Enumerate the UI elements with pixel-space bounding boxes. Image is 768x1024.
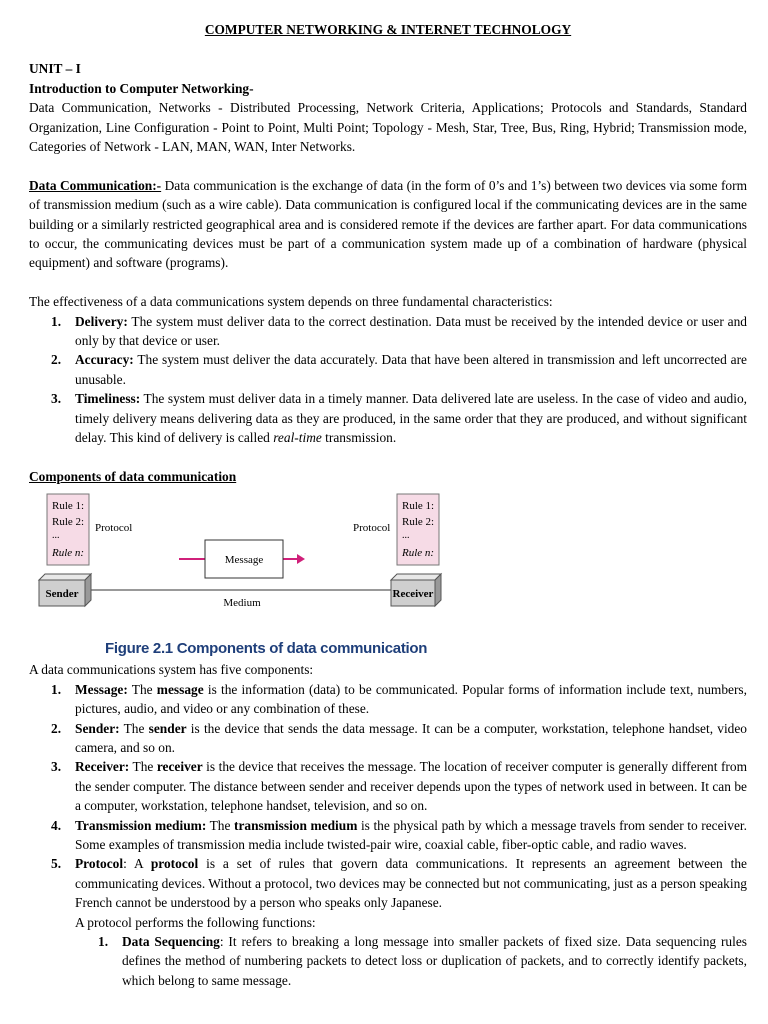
intro-text: Data Communication, Networks - Distributed Processing, Network Criteria, Applications; Protocols and Standards, Standard Organization, Line Configuration - Point to Point, Multi Point; Topology - Mesh, Star, Tree, Bus, Ring, Hybrid; Transmission mode, Categories of Network - LAN, MAN, WAN, Inter Networks.: [29, 100, 747, 155]
receiver-rule-dots: ...: [402, 530, 410, 542]
data-communication-text: Data communication is the exchange of data (in the form of 0’s and 1’s) between two devices via some form of transmission medium (such as a wire cable). Data communication is configured local if the communicating devices are in the same building or a similarly restricted geographical area and is considered remote if the devices are farther apart. For data communications to occur, the communicating devices must be part of a communication system made up of a combination of hardware (physical equipment) and software (programs).: [29, 177, 747, 271]
receiver-label: Receiver: [392, 588, 434, 601]
sender-rule-n: Rule n:: [52, 547, 85, 560]
effectiveness-intro: The effectiveness of a data communications system depends on three fundamental characteristics:: [29, 294, 553, 310]
protocol-functions-intro: A protocol performs the following functions:: [75, 914, 316, 930]
receiver-rule-n: Rule n:: [402, 547, 435, 560]
components-list: [29, 680, 747, 913]
sender-label: Sender: [45, 588, 79, 601]
list-item: 3. Receiver: The receiver is the device that receives the message. The location of receiver computer is generally different from the sender computer. The distance between sender and receiver depends upon the types of network used in between. It can be a computer, workstation, telephone handset, television, and so on.: [51, 759, 747, 814]
list-item: 1. Delivery: The system must deliver data to the correct destination. Data must be received by the intended device or user and only by that device or user.: [51, 313, 747, 349]
message-arrowhead: [297, 554, 305, 564]
list-item: 5. Protocol: A protocol is a set of rules that govern data communications. It represents an agreement between the communicating devices. Without a protocol, two devices may be connected but not communicating, just as a person speaking French cannot be understood by a person who speaks only Japanese.: [51, 856, 747, 911]
list-item: 2. Accuracy: The system must deliver the data accurately. Data that have been altered in transmission and left uncorrected are unusable.: [51, 352, 747, 387]
sender-rule-2: Rule 2:: [52, 516, 85, 529]
list-item: 2. Sender: The sender is the device that sends the data message. It can be a computer, workstation, telephone handset, video camera, and so on.: [51, 720, 748, 755]
sender-rule-1: Rule 1:: [52, 500, 85, 513]
components-heading: Components of data communication: [29, 468, 237, 484]
components-diagram: [29, 490, 449, 640]
components-intro: A data communications system has five components:: [29, 662, 314, 678]
list-item: 1. Message: The message is the information (data) to be communicated. Popular forms of information include text, numbers, pictures, audio, and video or any combination of these.: [51, 681, 747, 717]
intro-heading: Introduction to Computer Networking-: [29, 80, 254, 96]
data-communication-heading: Data Communication:-: [29, 177, 162, 193]
list-item: 4. Transmission medium: The transmission medium is the physical path by which a message travels from sender to receiver. Some examples of transmission media include twisted-pair wire, coaxial cable, fiber-optic cable, and radio waves.: [51, 817, 747, 852]
receiver-rule-2: Rule 2:: [402, 516, 435, 529]
receiver-rule-1: Rule 1:: [402, 500, 435, 513]
figure-caption: Figure 2.1 Components of data communication: [105, 640, 428, 658]
list-item: 1. Data Sequencing: It refers to breaking a long message into smaller packets of fixed size. Data sequencing rules defines the method of numbering packets to detect loss or duplication of packets, and to correctly identify packets, which belong to same message.: [98, 933, 747, 988]
components-figure: [29, 490, 449, 640]
unit-heading: UNIT – I: [29, 61, 81, 77]
effectiveness-list: [29, 312, 747, 448]
protocol-functions-list: [29, 932, 747, 990]
sender-rule-dots: ...: [52, 530, 60, 542]
document-title: COMPUTER NETWORKING & INTERNET TECHNOLOGY: [204, 22, 572, 37]
medium-label: Medium: [223, 597, 261, 610]
receiver-protocol-label: Protocol: [353, 522, 391, 535]
message-label: Message: [224, 554, 264, 567]
list-item: 3. Timeliness: The system must deliver data in a timely manner. Data delivered late are useless. In the case of video and audio, timely delivery means delivering data as they are produced, in the same order that they are produced, and without significant delay. This kind of delivery is called real-time transmission.: [51, 391, 747, 446]
sender-protocol-label: Protocol: [95, 522, 133, 535]
data-communication-paragraph: [29, 176, 747, 273]
document-page: [29, 0, 747, 990]
